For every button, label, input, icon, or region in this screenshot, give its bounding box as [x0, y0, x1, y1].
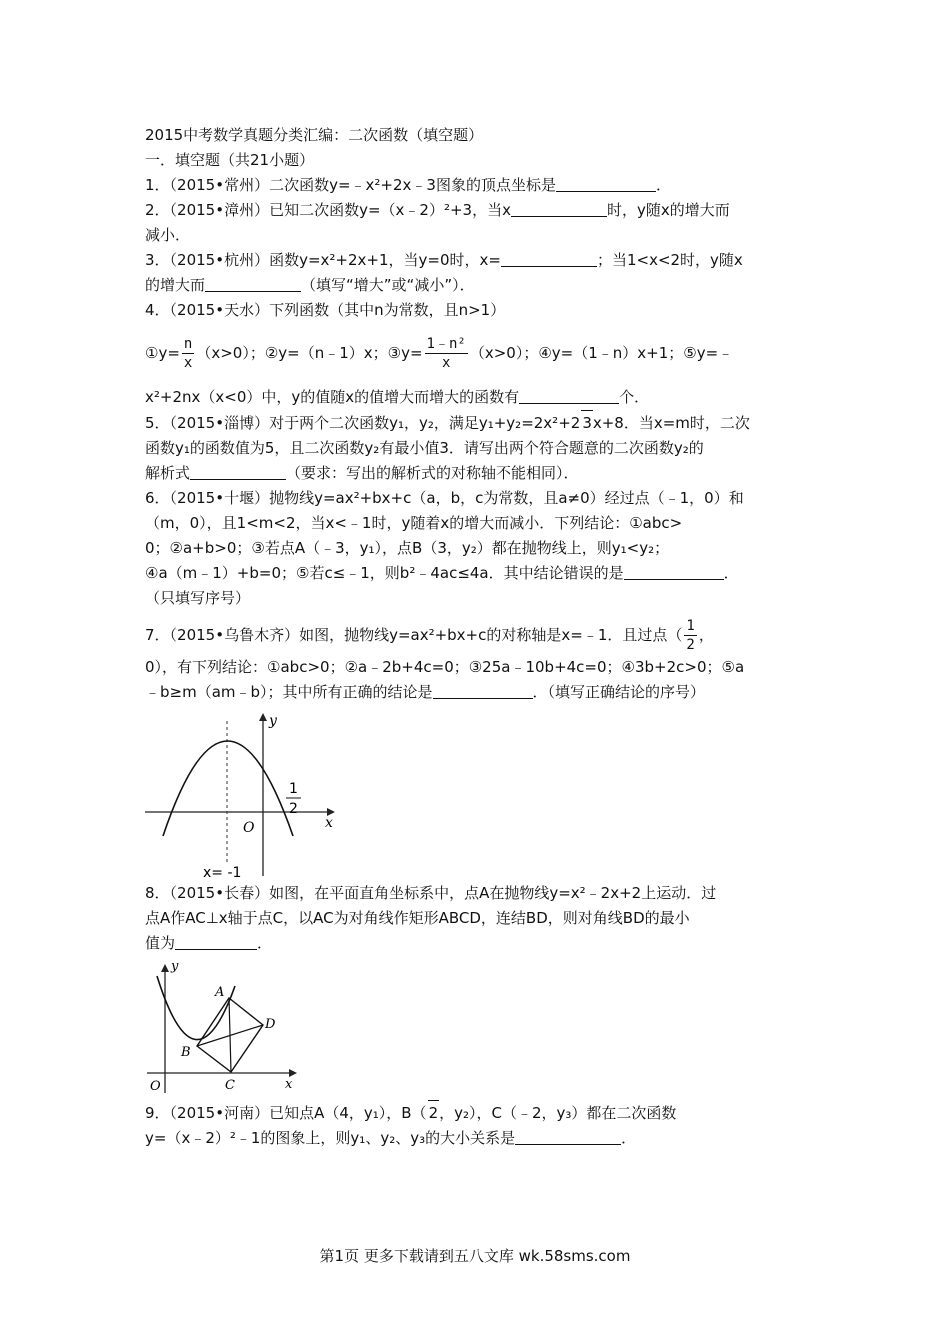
q1-prefix: 1．（2015•常州）二次函数	[145, 176, 330, 194]
q4-line3: x²+2nx（x<0）中，y的值随x的值增大而增大的函数有	[145, 388, 520, 406]
question-4	[145, 298, 810, 410]
question-5	[145, 410, 810, 486]
q2-answer-blank[interactable]	[511, 200, 607, 217]
q5-text-b: x+8．当x=m时，二次	[592, 414, 750, 432]
q6-text-a: 6．（2015•十堰）抛物线y=ax²+bx+c（a，b，c为常数，且a≠0）经过点（﹣1，0）和	[145, 489, 744, 507]
q2-tail: y随x的增大而	[636, 201, 730, 219]
q7-frac-den: 2	[686, 637, 695, 653]
q9-text-b: ，y₂），C（﹣2，y₃）都在二次函数	[439, 1104, 677, 1122]
q4-f1-label: ①y=	[145, 344, 180, 362]
q8-point-b-label: B	[181, 1045, 191, 1060]
q6-text-b: （m，0），且1<m<2，当x<﹣1时，y随着x的增大而减小．下列结论：①abc>	[145, 514, 683, 532]
q7-axis-label: x= -1	[203, 865, 242, 881]
q7-text-a: 7．（2015•乌鲁木齐）如图，抛物线y=ax²+bx+c的对称轴是x=﹣1．且过点（	[145, 626, 683, 644]
q7-parabola-curve	[163, 741, 293, 836]
q8-text-b: 点A作AC⊥x轴于点C，以AC为对角线作矩形ABCD，连结BD，则对角线BD的最小	[145, 909, 690, 927]
q1-end: ．	[655, 176, 671, 194]
q3-text-a: 3．（2015•杭州）函数	[145, 251, 300, 269]
q4-f3-den: x	[441, 355, 451, 371]
question-3	[145, 248, 810, 298]
q6-answer-blank[interactable]	[624, 563, 724, 580]
q5-sqrt: 3	[581, 410, 593, 436]
q3-answer-blank-1[interactable]	[501, 250, 597, 267]
question-9	[145, 1100, 810, 1151]
q5-text-c: 函数y₁的函数值为5，且二次函数y₂有最小值3．请写出两个符合题意的二次函数y₂的	[145, 439, 704, 457]
q3-answer-blank-2[interactable]	[205, 275, 301, 292]
q8-rectangle-figure	[145, 958, 305, 1098]
q8-x-arrow-icon	[289, 1069, 297, 1077]
q7-fraction	[684, 617, 696, 654]
q2-expr: y=（x﹣2）²+3，当	[359, 201, 503, 219]
q5-text-d: 解析式	[145, 464, 191, 482]
q3-text-c: 的增大而	[145, 276, 206, 294]
q4-text-a: 4．（2015•天水）下列函数（其中n为常数，且n>1）	[145, 301, 506, 319]
q8-point-c-label: C	[225, 1078, 235, 1093]
q6-text-f: （只填写序号）	[145, 589, 251, 607]
q4-fraction-3	[425, 335, 468, 372]
q4-fraction-1	[182, 335, 194, 372]
q8-x-label: x	[285, 1077, 293, 1092]
q1-answer-blank[interactable]	[556, 175, 656, 192]
q9-text-c: y=（x﹣2）²﹣1的图象上，则y₁、y₂、y₃的大小关系是	[145, 1129, 516, 1147]
q8-text-c: 值为	[145, 934, 176, 952]
doc-title: 2015中考数学真题分类汇编：二次函数（填空题）	[145, 126, 484, 144]
q8-y-label: y	[171, 959, 179, 974]
q7-text-b: ，	[698, 626, 714, 644]
q2-text-c: 减小．	[145, 226, 191, 244]
q7-y-label: y	[269, 713, 277, 729]
q8-point-d-label: D	[265, 1017, 276, 1032]
q7-y-arrow-icon	[259, 713, 267, 721]
q7-half-den: 2	[289, 801, 298, 817]
q6-text-e: ．	[723, 564, 739, 582]
q3-text-b: ；当1<x<2时，y随x	[596, 251, 743, 269]
q8-y-arrow-icon	[161, 964, 169, 972]
q4-f3-tail: （x>0）；④y=（1﹣n）x+1；⑤y=﹣	[469, 344, 734, 362]
q4-end: 个．	[619, 388, 650, 406]
q7-text-d: ﹣b≥m（am﹣b）；其中所有正确的结论是	[145, 683, 433, 701]
q5-text-e: （要求：写出的解析式的对称轴不能相同）．	[286, 464, 579, 482]
q6-text-d: ④a（m﹣1）+b=0；⑤若c≤﹣1，则b²﹣4ac≤4a．其中结论错误的是	[145, 564, 624, 582]
q5-text-a: 5．（2015•淄博）对于两个二次函数y₁，y₂，满足y₁+y₂=2x²+2	[145, 414, 581, 432]
q2-text-a: 2．（2015•漳州）已知二次函数	[145, 201, 360, 219]
q7-half-num: 1	[289, 781, 298, 797]
section-heading: 一．填空题（共21小题）	[145, 151, 315, 169]
q4-f1-num: n	[183, 336, 193, 352]
q9-sqrt: 2	[428, 1100, 440, 1126]
q3-expr: y=x²+2x+1，当y=0时，x=	[299, 251, 501, 269]
q1-mid: 图象的顶点坐标是	[435, 176, 556, 194]
q7-parabola-figure	[145, 711, 345, 881]
q2-var: x	[502, 201, 511, 219]
q4-f3-num: 1﹣n²	[426, 336, 466, 352]
question-7	[145, 615, 810, 881]
q9-text-a: 9．（2015•河南）已知点A（4，y₁），B（	[145, 1104, 427, 1122]
question-8	[145, 881, 810, 1098]
q5-answer-blank[interactable]	[190, 463, 286, 480]
q7-frac-num: 1	[686, 618, 695, 634]
q4-f1-den: x	[183, 355, 193, 371]
page-footer: 第1页 更多下载请到五八文库 wk.58sms.com	[319, 1247, 631, 1265]
q8-answer-blank[interactable]	[175, 933, 257, 950]
q7-answer-blank[interactable]	[433, 682, 533, 699]
document-body	[145, 123, 810, 1151]
q7-x-label: x	[325, 815, 333, 831]
q3-text-d: （填写“增大”或“减小”）．	[301, 276, 475, 294]
question-6	[145, 486, 810, 611]
q7-text-c: 0），有下列结论：①abc>0；②a﹣2b+4c=0；③25a﹣10b+4c=0；④3b+2c>0；⑤a	[145, 658, 745, 676]
q8-point-a-label: A	[215, 985, 225, 1000]
q9-text-d: ．	[621, 1129, 637, 1147]
question-2	[145, 198, 810, 248]
q9-answer-blank[interactable]	[515, 1128, 621, 1145]
q4-answer-blank[interactable]	[519, 387, 619, 404]
q8-text-d: ．	[257, 934, 273, 952]
q2-text-b: 时，	[606, 201, 637, 219]
question-1	[145, 173, 810, 198]
q6-text-c: 0；②a+b>0；③若点A（﹣3，y₁），点B（3，y₂）都在抛物线上，则y₁<y₂；	[145, 539, 670, 557]
q8-text-a: 8．（2015•长春）如图，在平面直角坐标系中，点A在抛物线y=x²﹣2x+2上运动．过	[145, 884, 717, 902]
q1-expr: y=﹣x²+2x﹣3	[329, 176, 436, 194]
q8-origin-label: O	[150, 1079, 161, 1094]
q7-text-e: ．（填写正确结论的序号）	[532, 683, 706, 701]
q4-f1-tail: （x>0）；②y=（n﹣1）x；③y=	[196, 344, 423, 362]
q7-origin-label: O	[243, 820, 255, 836]
